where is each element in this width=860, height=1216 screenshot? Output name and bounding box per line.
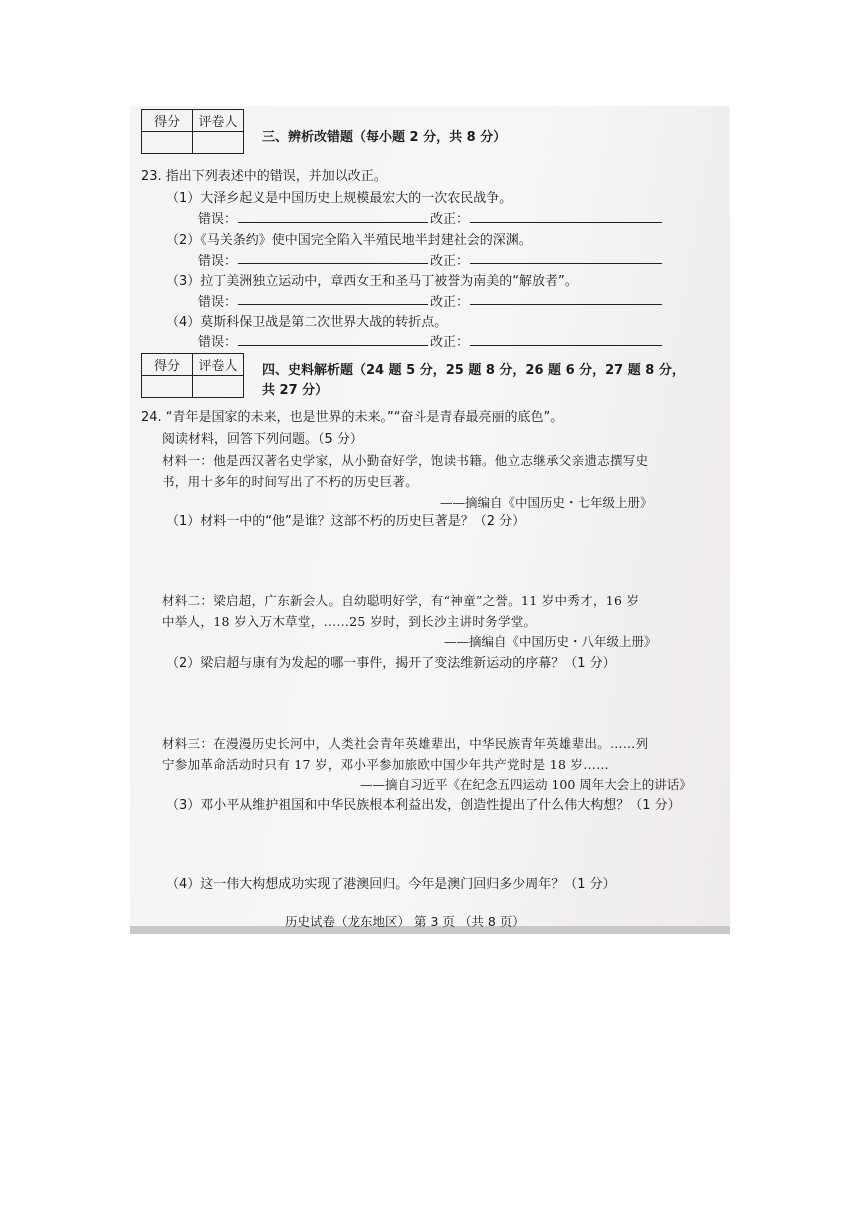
section3-title: 三、辨析改错题（每小题 2 分，共 8 分）: [262, 130, 507, 145]
score-header: 得分: [142, 110, 193, 132]
wrong-label-2: 错误：: [198, 254, 238, 269]
wrong-label-1: 错误：: [198, 212, 238, 227]
grader-cell: [193, 376, 244, 398]
fix-label-2: 改正：: [430, 254, 470, 269]
score-box-section3: [141, 109, 244, 154]
grader-cell: [193, 132, 244, 154]
fix-answer-line-2[interactable]: [470, 263, 662, 264]
score-header: 得分: [142, 354, 193, 376]
q23-stem: 23. 指出下列表述中的错误，并加以改正。: [141, 169, 387, 184]
section4-title-line2: 共 27 分）: [262, 383, 329, 398]
q23-item-2: （2）《马关条约》使中国完全陷入半殖民地半封建社会的深渊。: [166, 233, 532, 248]
q23-item-3: （3）拉丁美洲独立运动中，章西女王和圣马丁被誉为南美的“解放者”。: [166, 274, 578, 289]
material-1-line1: 材料一：他是西汉著名史学家，从小勤奋好学，饱读书籍。他立志继承父亲遗志撰写史: [162, 453, 649, 468]
fix-answer-line-1[interactable]: [470, 222, 662, 223]
q24-stem: 24. “青年是国家的未来，也是世界的未来。”“奋斗是青春最亮丽的底色”。: [141, 410, 564, 425]
section4-title-line1: 四、史料解析题（24 题 5 分，25 题 8 分，26 题 6 分，27 题 8 分，: [262, 363, 685, 378]
fix-answer-line-4[interactable]: [470, 345, 662, 346]
q23-item-1: （1）大泽乡起义是中国历史上规模最宏大的一次农民战争。: [166, 191, 513, 206]
fix-answer-line-3[interactable]: [470, 304, 662, 305]
score-box-section4: [141, 353, 244, 398]
score-cell: [142, 376, 193, 398]
fix-label-3: 改正：: [430, 295, 470, 310]
q24-sub1: （1）材料一中的“他”是谁？这部不朽的历史巨著是？（2 分）: [166, 514, 526, 529]
wrong-answer-line-1[interactable]: [238, 222, 428, 223]
wrong-label-3: 错误：: [198, 295, 238, 310]
q24-instruction: 阅读材料，回答下列问题。（5 分）: [162, 432, 363, 447]
fix-label-1: 改正：: [430, 212, 470, 227]
material-2-line2: 中举人，18 岁入万木草堂，……25 岁时，到长沙主讲时务学堂。: [162, 614, 537, 629]
fix-label-4: 改正：: [430, 335, 470, 350]
wrong-answer-line-4[interactable]: [238, 345, 428, 346]
grader-header: 评卷人: [193, 354, 244, 376]
wrong-answer-line-3[interactable]: [238, 304, 428, 305]
material-1-line2: 书，用十多年的时间写出了不朽的历史巨著。: [162, 474, 419, 489]
q24-sub2: （2）梁启超与康有为发起的哪一事件，揭开了变法维新运动的序幕？（1 分）: [166, 656, 616, 671]
material-2-line1: 材料二：梁启超，广东新会人。自幼聪明好学，有“神童”之誉。11 岁中秀才，16 岁: [162, 593, 640, 608]
material-3-line1: 材料三：在漫漫历史长河中，人类社会青年英雄辈出，中华民族青年英雄辈出。……列: [162, 736, 649, 751]
score-cell: [142, 132, 193, 154]
material-3-source: ——摘自习近平《在纪念五四运动 100 周年大会上的讲话》: [360, 777, 692, 792]
wrong-label-4: 错误：: [198, 335, 238, 350]
q24-sub4: （4）这一伟大构想成功实现了港澳回归。今年是澳门回归多少周年？（1 分）: [166, 877, 616, 892]
material-2-source: ——摘编自《中国历史・八年级上册》: [444, 634, 657, 649]
q23-item-4: （4）莫斯科保卫战是第二次世界大战的转折点。: [166, 315, 448, 330]
grader-header: 评卷人: [193, 110, 244, 132]
page-footer: 历史试卷（龙东地区） 第 3 页 （共 8 页）: [285, 914, 525, 929]
wrong-answer-line-2[interactable]: [238, 263, 428, 264]
q24-sub3: （3）邓小平从维护祖国和中华民族根本利益出发，创造性提出了什么伟大构想？（1 分）: [166, 798, 681, 813]
material-1-source: ——摘编自《中国历史・七年级上册》: [440, 495, 653, 510]
material-3-line2: 宁参加革命活动时只有 17 岁，邓小平参加旅欧中国少年共产党时是 18 岁……: [162, 757, 609, 772]
